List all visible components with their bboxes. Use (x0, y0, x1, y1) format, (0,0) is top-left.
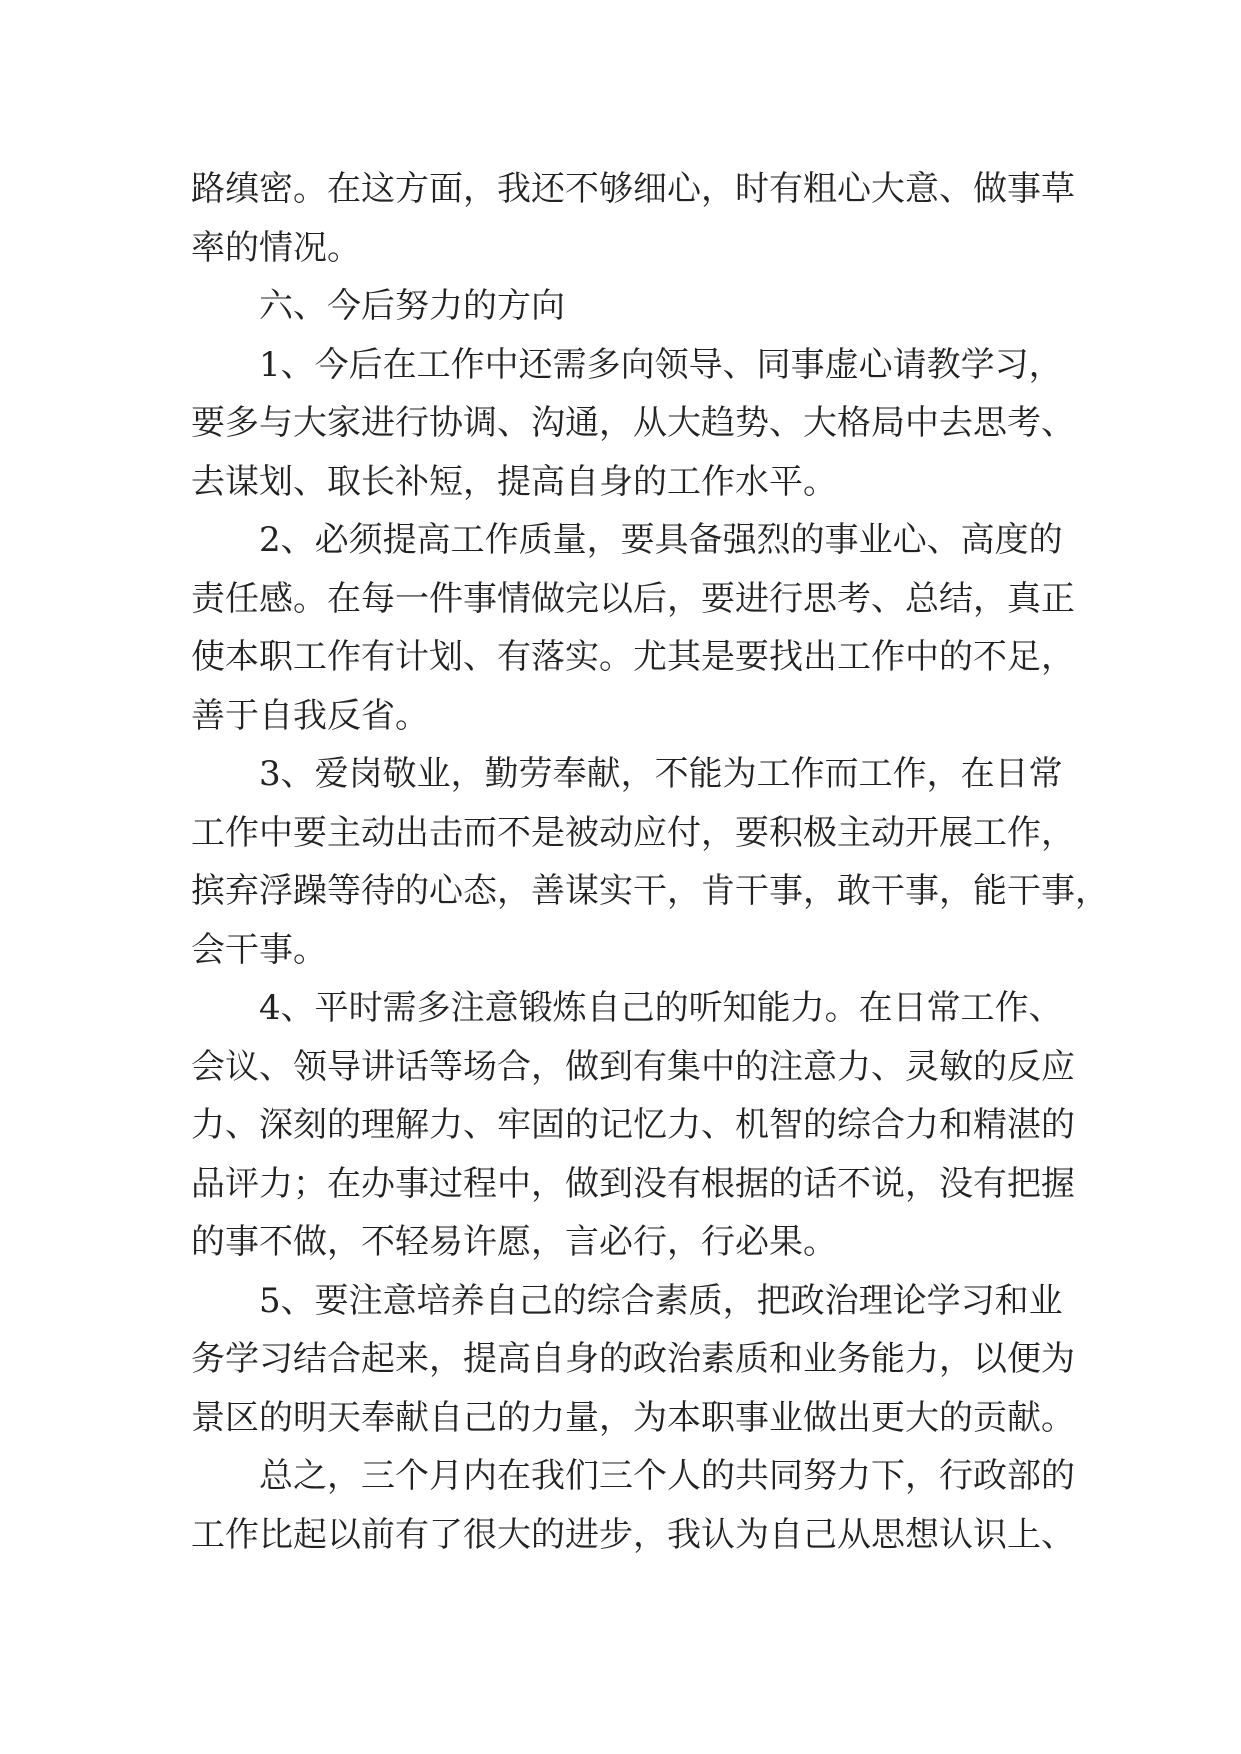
document-body (191, 160, 1109, 1564)
summary-paragraph-line: 工作比起以前有了很大的进步，我认为自己从思想认识上、 (191, 1514, 1075, 1555)
list-item-5-line: 5、要注意培养自己的综合素质，把政治理论学习和业 (259, 1280, 1063, 1321)
text-line: 率的情况。 (191, 227, 361, 268)
list-item-3-line: 会干事。 (191, 929, 327, 970)
list-item-4-line: 力、深刻的理解力、牢固的记忆力、机智的综合力和精湛的 (191, 1105, 1075, 1145)
list-item-2-line: 2、必须提高工作质量，要具备强烈的事业心、高度的 (259, 520, 1063, 560)
section-heading: 六、今后努力的方向 (259, 286, 565, 326)
text-line: 路缜密。在这方面，我还不够细心，时有粗心大意、做事草 (191, 169, 1075, 209)
list-item-5-line: 务学习结合起来，提高自身的政治素质和业务能力，以便为 (191, 1339, 1075, 1379)
list-item-4-line: 品评力；在办事过程中，做到没有根据的话不说，没有把握 (191, 1163, 1075, 1204)
summary-paragraph-line: 总之，三个月内在我们三个人的共同努力下，行政部的 (259, 1456, 1075, 1496)
list-item-3-line: 摈弃浮躁等待的心态，善谋实干，肯干事，敢干事，能干事， (191, 871, 1109, 911)
list-item-2-line: 使本职工作有计划、有落实。尤其是要找出工作中的不足， (191, 637, 1075, 677)
list-item-2-line: 责任感。在每一件事情做完以后，要进行思考、总结，真正 (191, 578, 1075, 619)
list-item-3-line: 3、爱岗敬业，勤劳奉献，不能为工作而工作，在日常 (259, 754, 1063, 794)
list-item-2-line: 善于自我反省。 (191, 695, 429, 736)
list-item-5-line: 景区的明天奉献自己的力量，为本职事业做出更大的贡献。 (191, 1397, 1075, 1438)
list-item-4-line: 4、平时需多注意锻炼自己的听知能力。在日常工作、 (259, 988, 1063, 1028)
list-item-4-line: 会议、领导讲话等场合，做到有集中的注意力、灵敏的反应 (191, 1046, 1075, 1087)
list-item-1-line: 去谋划、取长补短，提高自身的工作水平。 (191, 461, 837, 502)
list-item-1-line: 1、今后在工作中还需多向领导、同事虚心请教学习， (259, 344, 1063, 385)
list-item-4-line: 的事不做，不轻易许愿，言必行，行必果。 (191, 1222, 837, 1262)
list-item-1-line: 要多与大家进行协调、沟通，从大趋势、大格局中去思考、 (191, 403, 1075, 443)
list-item-3-line: 工作中要主动出击而不是被动应付，要积极主动开展工作， (191, 812, 1075, 853)
